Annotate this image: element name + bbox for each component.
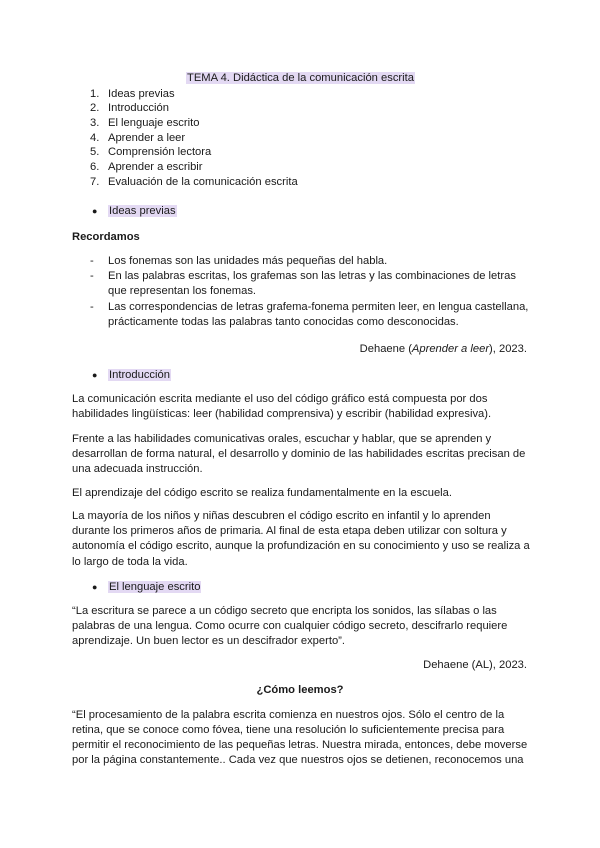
toc-num: 1. (90, 88, 100, 100)
paragraph-line: una adecuada instrucción. (72, 463, 203, 475)
toc-item: Introducción (108, 102, 169, 114)
paragraph-line: Frente a las habilidades comunicativas orales, escuchar y hablar, que se aprenden y (72, 433, 492, 445)
citation-dehaene (360, 342, 527, 357)
toc-item: Ideas previas (108, 88, 175, 100)
title-highlight: TEMA 4. Didáctica de la comunicación escrita (187, 72, 414, 84)
quote-line: palabras de una lengua. Como ocurre con cualquier código secreto, descifrarlo requiere (72, 620, 508, 632)
section-heading-introduccion (108, 368, 171, 383)
paragraph-line: La comunicación escrita mediante el uso del código gráfico está compuesta por dos (72, 393, 488, 405)
section-heading-lenguaje-escrito (108, 580, 201, 595)
section-heading-ideas-previas (108, 204, 177, 219)
citation-dehaene-al: Dehaene (AL), 2023. (423, 659, 527, 671)
quote-line: por la página constantemente.. Cada vez que nuestros ojos se detienen, reconocemos una (72, 754, 524, 766)
toc-item: Comprensión lectora (108, 146, 212, 158)
quote-line: “La escritura se parece a un código secreto que encripta los sonidos, las sílabas o las (72, 605, 497, 617)
list-item: En las palabras escritas, los grafemas son las letras y las combinaciones de letras (108, 270, 516, 282)
bullet-dot-icon: ● (92, 582, 98, 592)
section-heading-text: Introducción (109, 369, 170, 381)
paragraph-line: lo largo de toda la vida. (72, 556, 188, 568)
dash-marker: - (90, 301, 94, 313)
list-item: Los fonemas son las unidades más pequeñas del habla. (108, 255, 388, 267)
subheading-como-leemos: ¿Cómo leemos? (256, 684, 344, 696)
toc-num: 6. (90, 161, 100, 173)
list-item: Las correspondencias de letras grafema-fonema permiten leer, en lengua castellana, (108, 301, 529, 313)
paragraph-line: durante los primeros años de primaria. Al final de esta etapa deben utilizar con soltura y (72, 525, 507, 537)
bullet-dot-icon: ● (92, 370, 98, 380)
citation-year: ), 2023. (489, 343, 527, 355)
quote-line: “El procesamiento de la palabra escrita comienza en nuestros ojos. Sólo el centro de la (72, 709, 505, 721)
paragraph-line: La mayoría de los niños y niñas descubren el código escrito en infantil y lo aprenden (72, 510, 491, 522)
paragraph-line: El aprendizaje del código escrito se realiza fundamentalmente en la escuela. (72, 487, 452, 499)
toc-item: Aprender a leer (108, 132, 186, 144)
toc-item: Evaluación de la comunicación escrita (108, 176, 298, 188)
citation-work: Aprender a leer (411, 343, 490, 355)
document-title (186, 71, 415, 86)
quote-line: aprendizaje. Un buen lector es un descifrador experto”. (72, 635, 346, 647)
toc-num: 7. (90, 176, 100, 188)
paragraph-line: autonomía el código escrito, aunque la profundización en su conocimiento y uso se realiza a (72, 540, 530, 552)
toc-num: 4. (90, 132, 100, 144)
bullet-dot-icon: ● (92, 206, 98, 216)
toc-num: 3. (90, 117, 100, 129)
list-item-continuation: que representan los fonemas. (108, 285, 257, 297)
quote-line: permitir el reconocimiento de las pequeñas letras. Nuestra mirada, entonces, debe moverse (72, 739, 528, 751)
section-heading-text: Ideas previas (109, 205, 176, 217)
quote-line: retina, que se conoce como fóvea, tiene una resolución lo suficientemente precisa para (72, 724, 505, 736)
paragraph-line: habilidades lingüísticas: leer (habilidad comprensiva) y escribir (habilidad expresiva). (72, 408, 492, 420)
dash-marker: - (90, 255, 94, 267)
toc-num: 5. (90, 146, 100, 158)
section-heading-text: El lenguaje escrito (109, 581, 201, 593)
paragraph-line: desarrollan de forma natural, el desarrollo y dominio de las habilidades escritas precisan de (72, 448, 526, 460)
subheading-recordamos: Recordamos (72, 231, 140, 243)
dash-marker: - (90, 270, 94, 282)
list-item-continuation: prácticamente todas las palabras tanto conocidas como desconocidas. (108, 316, 459, 328)
toc-num: 2. (90, 102, 100, 114)
citation-author: Dehaene ( (359, 343, 412, 355)
toc-item: El lenguaje escrito (108, 117, 200, 129)
toc-item: Aprender a escribir (108, 161, 203, 173)
